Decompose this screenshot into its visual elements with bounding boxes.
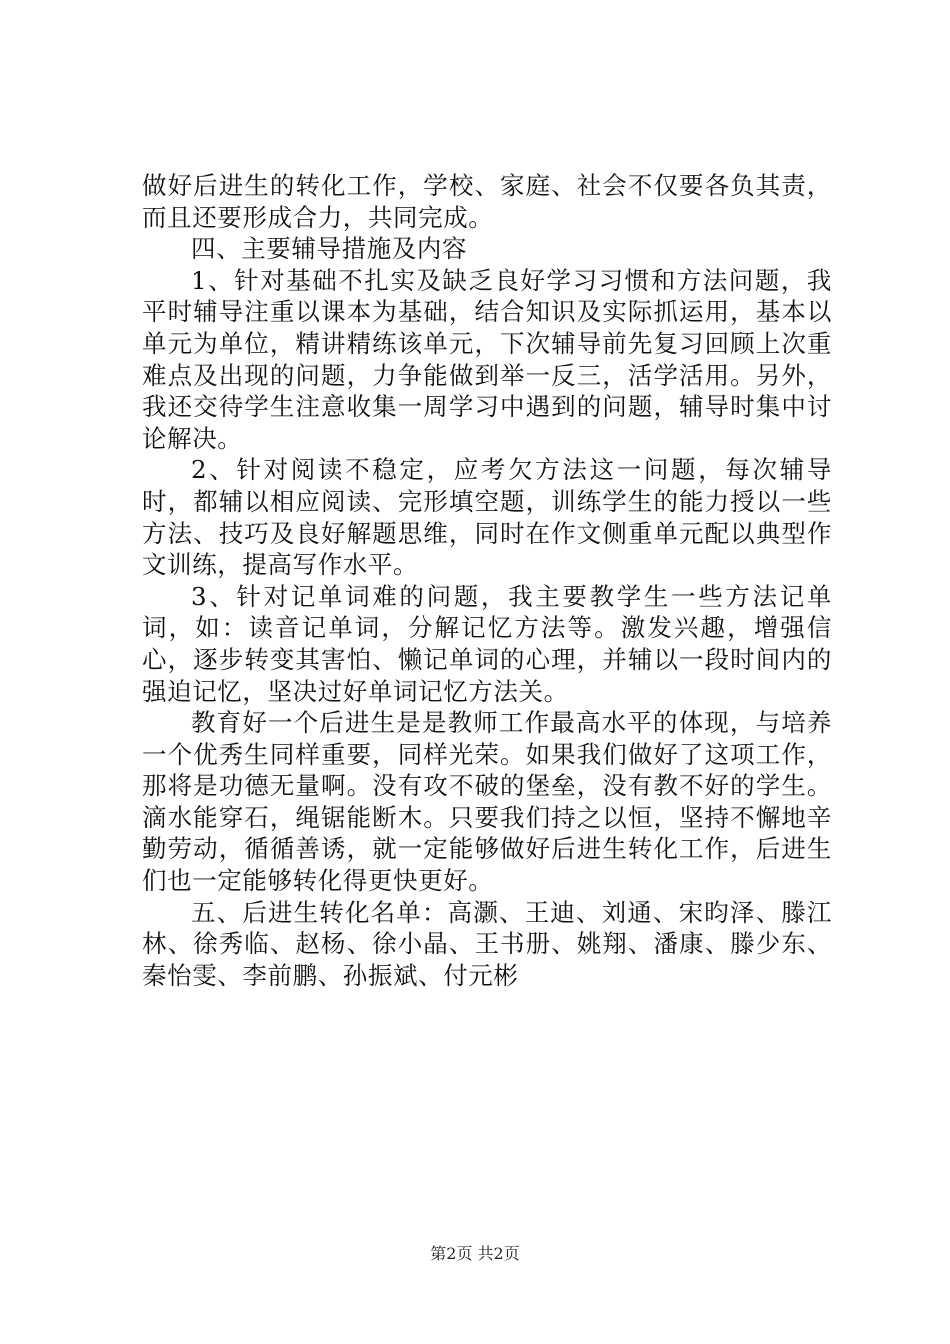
paragraph-continuation: 做好后进生的转化工作，学校、家庭、社会不仅要各负其责，而且还要形成合力，共同完成。 — [142, 171, 832, 232]
page-footer — [0, 1244, 950, 1264]
section-student-list: 五、后进生转化名单：高灏、王迪、刘通、宋昀泽、滕江林、徐秀临、赵杨、徐小晶、王书册、姚翔、潘康、滕少东、秦怡雯、李前鹏、孙振斌、付元彬 — [142, 897, 832, 990]
page-number-label: 第2页 共2页 — [430, 1244, 520, 1263]
paragraph-measure-3: 3、针对记单词难的问题，我主要教学生一些方法记单词，如：读音记单词，分解记忆方法等。激发兴趣，增强信心，逐步转变其害怕、懒记单词的心理，并辅以一段时间内的强迫记忆，坚决过好单词记忆方法关。 — [142, 581, 832, 706]
paragraph-measure-2: 2、针对阅读不稳定，应考欠方法这一问题，每次辅导时，都辅以相应阅读、完形填空题，训练学生的能力授以一些方法、技巧及良好解题思维，同时在作文侧重单元配以典型作文训练，提高写作水平。 — [142, 455, 832, 580]
document-body — [142, 170, 832, 991]
paragraph-conclusion: 教育好一个后进生是是教师工作最高水平的体现，与培养一个优秀生同样重要，同样光荣。如果我们做好了这项工作，那将是功德无量啊。没有攻不破的堡垒，没有教不好的学生。滴水能穿石，绳锯能断木。只要我们持之以恒，坚持不懈地辛勤劳动，循循善诱，就一定能够做好后进生转化工作，后进生们也一定能够转化得更快更好。 — [142, 708, 832, 896]
section-heading-measures: 四、主要辅导措施及内容 — [191, 234, 468, 264]
paragraph-measure-1: 1、针对基础不扎实及缺乏良好学习习惯和方法问题，我平时辅导注重以课本为基础，结合知识及实际抓运用，基本以单元为单位，精讲精练该单元，下次辅导前先复习回顾上次重难点及出现的问题，力争能做到举一反三，活学活用。另外，我还交待学生注意收集一周学习中遇到的问题，辅导时集中讨论解决。 — [142, 265, 832, 453]
